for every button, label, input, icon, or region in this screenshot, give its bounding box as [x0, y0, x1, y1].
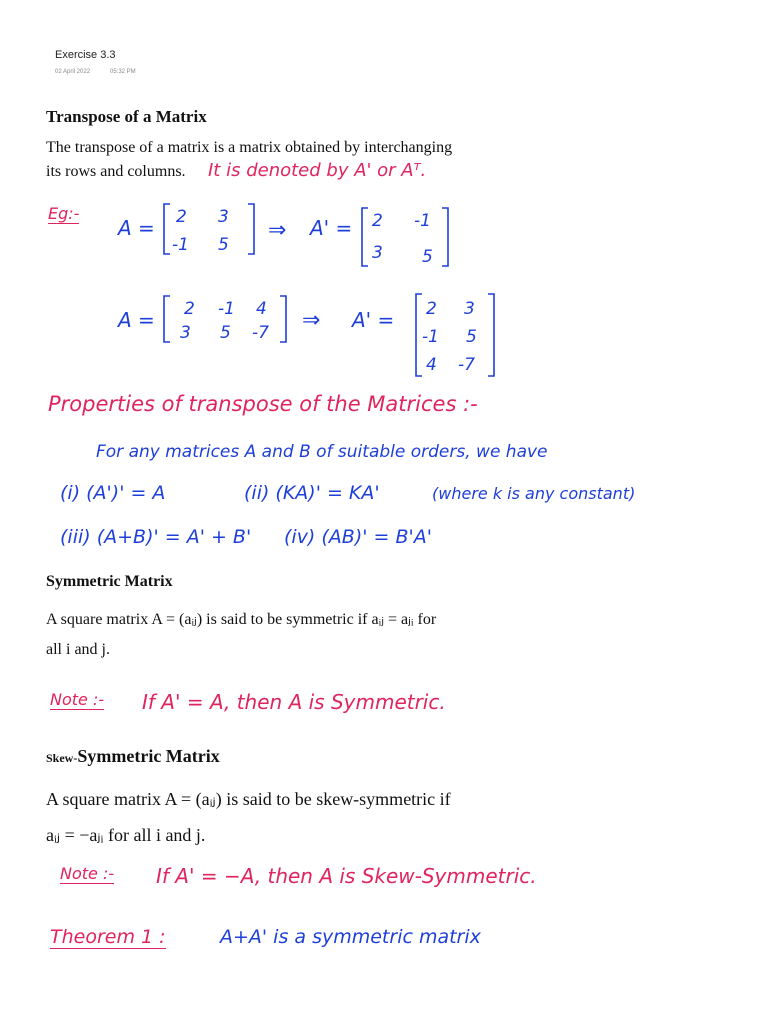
ex1-lhs: A = [118, 216, 155, 240]
note-time: 05:32 PM [110, 69, 136, 75]
matrix-cell: 2 [426, 299, 437, 319]
matrix-cell: -7 [252, 323, 269, 343]
transpose-line1: The transpose of a matrix is a matrix obtained by interchanging [46, 139, 453, 156]
matrix-cell: 4 [426, 355, 437, 375]
ex1-matrix-a [160, 198, 260, 268]
property-2-note: (where k is any constant) [432, 484, 636, 503]
skew-note-label: Note :- [60, 864, 115, 883]
matrix-cell: 3 [218, 207, 229, 227]
matrix-cell: -1 [414, 211, 431, 231]
implies-symbol-1: ⇒ [268, 218, 287, 243]
matrix-cell: 3 [372, 243, 383, 263]
property-4: (iv) (AB)' = B'A' [284, 526, 432, 548]
property-3: (iii) (A+B)' = A' + B' [60, 526, 252, 548]
transpose-line2: its rows and columns. [46, 163, 186, 180]
properties-heading: Properties of transpose of the Matrices :- [48, 392, 478, 416]
symmetric-heading: Symmetric Matrix [46, 573, 173, 590]
matrix-cell: 3 [464, 299, 475, 319]
symmetric-note-text: If A' = A, then A is Symmetric. [142, 690, 446, 714]
matrix-cell: 5 [422, 247, 433, 267]
matrix-cell: -1 [422, 327, 439, 347]
note-date: 02 April 2022 [55, 69, 91, 75]
ex2-matrix-a [160, 292, 300, 352]
matrix-cell: -7 [458, 355, 475, 375]
property-1: (i) (A')' = A [60, 482, 166, 504]
matrix-cell: 2 [372, 211, 383, 231]
transpose-heading: Transpose of a Matrix [46, 107, 207, 126]
ex1-rhs: A' = [310, 216, 353, 240]
symmetric-line1: A square matrix A = (aᵢⱼ) is said to be symmetric if aᵢⱼ = aⱼᵢ for [46, 611, 437, 628]
ex2-lhs: A = [118, 308, 155, 332]
skew-line1: A square matrix A = (aᵢⱼ) is said to be skew-symmetric if [46, 789, 451, 809]
matrix-cell: 3 [180, 323, 191, 343]
matrix-cell: -1 [218, 299, 235, 319]
property-2: (ii) (KA)' = KA' [244, 482, 380, 504]
properties-intro: For any matrices A and B of suitable orders, we have [96, 442, 548, 462]
ex2-rhs: A' = [352, 308, 395, 332]
matrix-cell: 5 [466, 327, 477, 347]
theorem-label: Theorem 1 : [50, 926, 166, 948]
implies-symbol-2: ⇒ [302, 308, 321, 333]
symmetric-line2: all i and j. [46, 641, 110, 658]
matrix-cell: 5 [218, 235, 229, 255]
matrix-cell: 4 [256, 299, 267, 319]
ex2-matrix-b [412, 290, 512, 380]
matrix-cell: 5 [220, 323, 231, 343]
matrix-cell: -1 [172, 235, 189, 255]
skew-note-text: If A' = −A, then A is Skew-Symmetric. [156, 864, 537, 888]
theorem-text: A+A' is a symmetric matrix [220, 926, 481, 948]
note-title: Exercise 3.3 [55, 49, 116, 61]
matrix-cell: 2 [176, 207, 187, 227]
matrix-cell: 2 [184, 299, 195, 319]
skew-heading-prefix: Skew- [46, 751, 78, 765]
skew-line2: aᵢⱼ = −aⱼᵢ for all i and j. [46, 825, 206, 845]
skew-heading-main: Symmetric Matrix [77, 746, 220, 766]
ex1-matrix-b [358, 204, 458, 274]
skew-heading [46, 746, 220, 767]
transpose-notation-note: It is denoted by A' or Aᵀ. [208, 160, 427, 181]
example-label: Eg:- [48, 204, 80, 223]
symmetric-note-label: Note :- [50, 690, 105, 709]
